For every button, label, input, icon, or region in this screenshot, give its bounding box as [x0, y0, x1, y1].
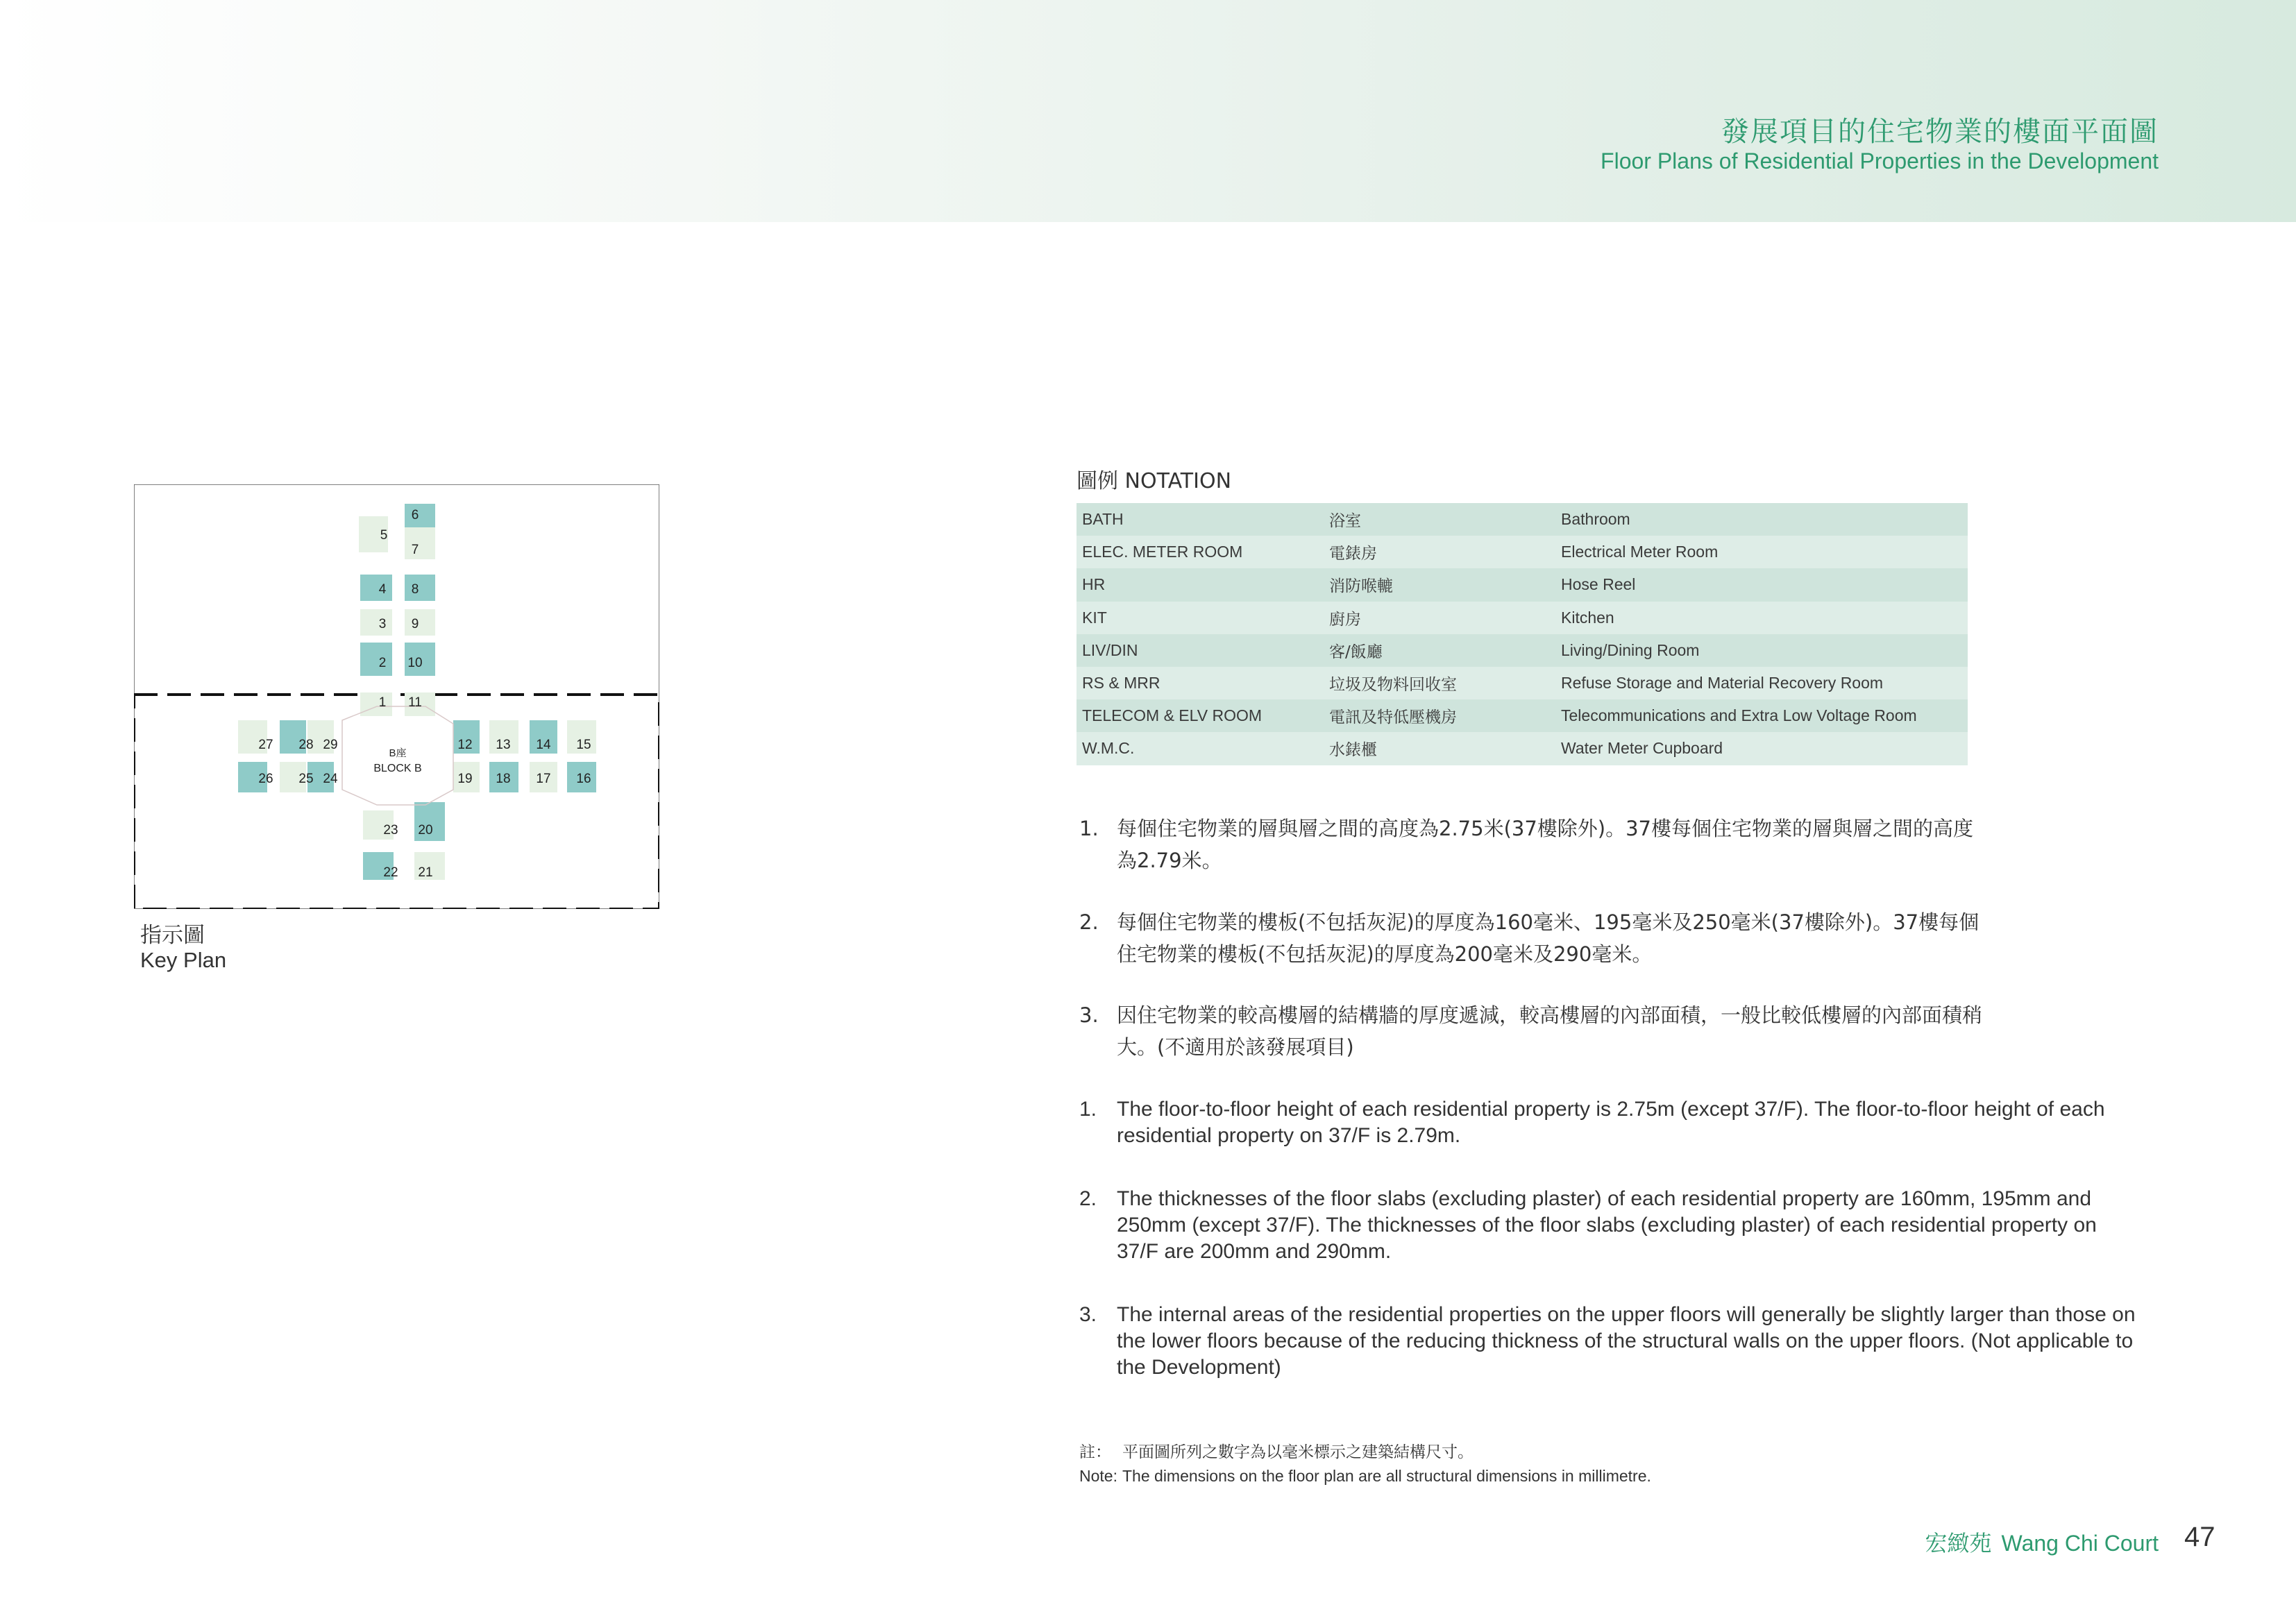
svg-text:3: 3 [378, 617, 387, 631]
svg-text:17: 17 [536, 772, 551, 786]
unit-6 [405, 504, 435, 527]
page-number: 47 [2184, 1522, 2215, 1552]
notation-row: BATH 浴室 Bathroom [1077, 503, 1968, 536]
svg-text:18: 18 [496, 772, 511, 786]
svg-text:4: 4 [378, 582, 387, 597]
notation-row: HR 消防喉轆 Hose Reel [1077, 568, 1968, 601]
unit-8 [405, 575, 435, 601]
notation-row: W.M.C. 水錶櫃 Water Meter Cupboard [1077, 732, 1968, 765]
svg-text:23: 23 [383, 823, 398, 838]
unit-9 [405, 609, 435, 636]
svg-text:28: 28 [298, 738, 314, 752]
block-label-en: BLOCK B [373, 763, 422, 774]
svg-text:2: 2 [378, 656, 387, 670]
block-label-zh: B座 [389, 747, 407, 759]
footnote-zh: 註： 平面圖所列之數字為以毫米標示之建築結構尺寸。 [1079, 1443, 1474, 1461]
svg-text:27: 27 [258, 738, 273, 752]
unit-7 [405, 527, 435, 559]
svg-text:21: 21 [418, 865, 433, 880]
svg-text:8: 8 [411, 582, 419, 597]
svg-text:20: 20 [418, 823, 433, 838]
svg-text:25: 25 [298, 772, 314, 786]
notation-row: LIV/DIN 客/飯廳 Living/Dining Room [1077, 634, 1968, 667]
svg-text:5: 5 [380, 528, 388, 543]
unit-4 [360, 575, 392, 601]
page-title-en: Floor Plans of Residential Properties in the Development [1601, 148, 2159, 173]
key-plan-label-en: Key Plan [140, 948, 227, 972]
page-title-zh: 發展項目的住宅物業的樓面平面圖 [1721, 116, 2159, 148]
svg-text:15: 15 [576, 738, 591, 752]
svg-text:13: 13 [496, 738, 511, 752]
svg-text:26: 26 [258, 772, 273, 786]
unit-3 [360, 609, 392, 636]
key-plan-diagram [134, 484, 659, 909]
svg-text:16: 16 [576, 772, 591, 786]
footer-development-name: 宏緻苑 Wang Chi Court [1925, 1530, 2159, 1556]
notation-row: ELEC. METER ROOM 電錶房 Electrical Meter Room [1077, 536, 1968, 568]
notation-row: KIT 廚房 Kitchen [1077, 602, 1968, 634]
notation-row: RS & MRR 垃圾及物料回收室 Refuse Storage and Material Recovery Room [1077, 667, 1968, 699]
svg-text:10: 10 [407, 656, 423, 670]
notation-row: TELECOM & ELV ROOM 電訊及特低壓機房 Telecommunications and Extra Low Voltage Room [1077, 699, 1968, 732]
notation-table [1077, 503, 1968, 765]
svg-text:14: 14 [536, 738, 551, 752]
svg-text:11: 11 [408, 695, 422, 710]
footnote-en: Note: The dimensions on the floor plan are all structural dimensions in millimetre. [1079, 1467, 1651, 1485]
svg-text:29: 29 [323, 738, 338, 752]
unit-1 [360, 692, 392, 716]
notation-heading: 圖例 NOTATION [1077, 469, 1232, 493]
svg-text:9: 9 [411, 617, 419, 631]
svg-text:22: 22 [383, 865, 398, 880]
unit-2 [360, 643, 392, 676]
svg-text:6: 6 [411, 508, 419, 522]
key-plan-frame [134, 484, 659, 909]
svg-text:12: 12 [457, 738, 473, 752]
key-plan-label-zh: 指示圖 [140, 923, 205, 948]
svg-text:19: 19 [457, 772, 473, 786]
svg-text:24: 24 [323, 772, 338, 786]
svg-text:7: 7 [411, 543, 419, 557]
svg-text:1: 1 [378, 695, 387, 710]
